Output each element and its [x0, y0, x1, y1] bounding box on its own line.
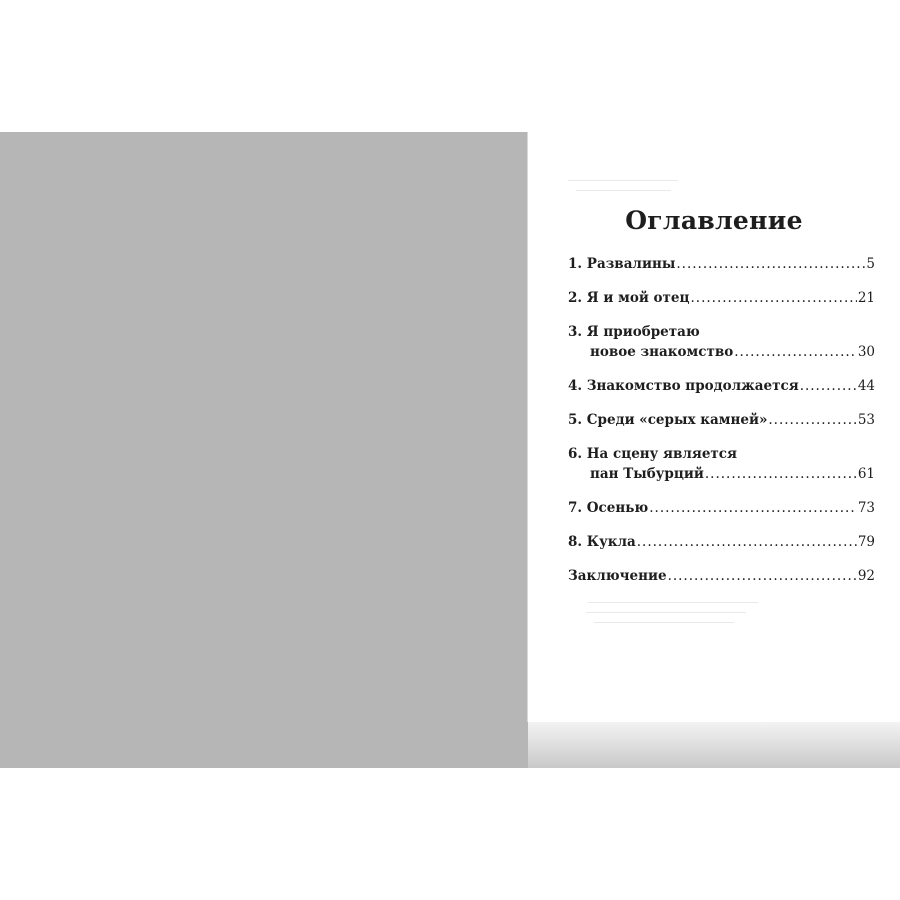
toc-entry-label: 1. Развалины — [568, 256, 676, 272]
toc-entry-1[interactable] — [568, 254, 875, 274]
toc-leader-dots — [637, 532, 857, 552]
toc-entry-7[interactable] — [568, 498, 875, 518]
book-page — [528, 132, 900, 722]
toc-entry-label: 8. Кукла — [568, 534, 636, 550]
toc-entry-4[interactable] — [568, 376, 875, 396]
toc-entry-page: 92 — [857, 568, 875, 584]
toc-entry-label: 4. Знакомство продолжается — [568, 378, 799, 394]
toc-list — [568, 254, 875, 600]
toc-title: Оглавление — [625, 206, 803, 235]
bleed-through-mark — [576, 190, 671, 191]
toc-entry-5[interactable] — [568, 410, 875, 430]
toc-entry-9[interactable] — [568, 566, 875, 586]
bleed-through-mark — [594, 622, 734, 623]
toc-entry-page: 73 — [857, 500, 875, 516]
toc-entry-label: новое знакомство — [590, 344, 734, 360]
bleed-through-mark — [568, 180, 678, 181]
toc-entry-page: 30 — [857, 344, 875, 360]
toc-entry-8[interactable] — [568, 532, 875, 552]
toc-leader-dots — [676, 254, 865, 274]
toc-entry-label: Заключение — [568, 568, 667, 584]
toc-entry-label: 5. Среди «серых камней» — [568, 412, 768, 428]
toc-leader-dots — [734, 342, 857, 362]
bleed-through-mark — [586, 612, 746, 613]
toc-entry-3[interactable] — [568, 322, 875, 362]
page-bottom-edge — [528, 722, 900, 768]
bleed-through-mark — [588, 602, 758, 603]
toc-entry-page: 61 — [857, 466, 875, 482]
toc-leader-dots — [649, 498, 857, 518]
toc-entry-label-line1: 3. Я приобретаю — [568, 324, 700, 340]
toc-entry-label-line1: 6. На сцену является — [568, 446, 737, 462]
toc-entry-page: 53 — [857, 412, 875, 428]
toc-leader-dots — [705, 464, 857, 484]
toc-entry-6[interactable] — [568, 444, 875, 484]
toc-leader-dots — [800, 376, 857, 396]
toc-leader-dots — [768, 410, 856, 430]
toc-entry-label: 7. Осенью — [568, 500, 649, 516]
toc-entry-2[interactable] — [568, 288, 875, 308]
toc-entry-page: 5 — [866, 256, 875, 272]
toc-leader-dots — [691, 288, 857, 308]
toc-leader-dots — [668, 566, 857, 586]
toc-entry-page: 21 — [857, 290, 875, 306]
toc-entry-page: 44 — [857, 378, 875, 394]
toc-entry-label: пан Тыбурций — [590, 466, 704, 482]
toc-entry-label: 2. Я и мой отец — [568, 290, 690, 306]
toc-entry-page: 79 — [857, 534, 875, 550]
